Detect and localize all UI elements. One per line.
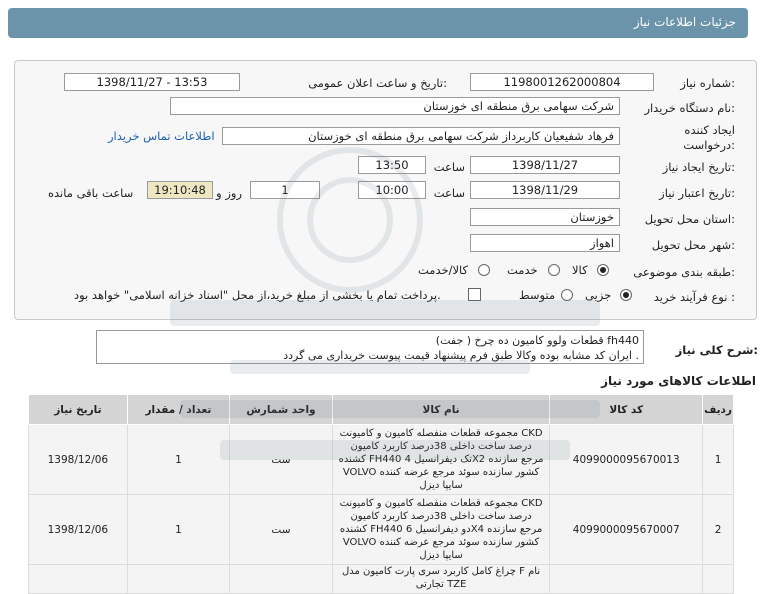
cell-row-index: 1: [703, 425, 734, 495]
buyer-org-label: نام دستگاه خریدار:: [644, 101, 735, 115]
items-section-title: اطلاعات کالاهای مورد نیاز: [601, 374, 756, 388]
description-line-1: قطعات ولوو کامیون ده چرخ ( جفت) fh440: [435, 334, 639, 347]
valid-date-label: تاریخ اعتبار نیاز:: [659, 186, 735, 200]
cell-unit: ست: [230, 425, 333, 495]
created-time-label: ساعت: [433, 160, 465, 174]
announce-date-field: 1398/11/27 - 13:53: [64, 73, 240, 91]
need-number-field: 1198001262000804: [470, 73, 654, 91]
cell-quantity: [127, 565, 229, 594]
announce-date-label: تاریخ و ساعت اعلان عمومی:: [308, 76, 447, 90]
description-label: شرح کلی نیاز:: [675, 343, 758, 357]
category-radio-goods-service[interactable]: [478, 264, 490, 276]
table-row[interactable]: [29, 425, 734, 495]
created-date-field: 1398/11/27: [470, 156, 620, 174]
city-label: شهر محل تحویل:: [651, 238, 735, 252]
col-need-date: تاریخ نیاز: [29, 395, 128, 425]
days-and-label: روز و: [216, 186, 242, 200]
cell-need-date: [29, 565, 128, 594]
process-option-medium: متوسط: [519, 288, 556, 302]
table-row[interactable]: [29, 495, 734, 565]
cell-item-name: چراغ کامل کاربرد سری پارت کامیون مدل F نام تجارتی TZE: [332, 565, 550, 594]
buyer-org-field: شرکت سهامی برق منطقه ای خوزستان: [170, 97, 620, 115]
cell-item-code: 4099000095670007: [550, 495, 703, 565]
description-box: [96, 330, 644, 364]
cell-item-code: 4099000095670013: [550, 425, 703, 495]
description-line-2: ایران کد مشابه بوده وکالا طبق فرم پیشنهاد قیمت پیوست خریداری می گردد .: [283, 349, 639, 362]
province-field: خوزستان: [470, 208, 620, 226]
need-number-label: شماره نیاز:: [680, 76, 735, 90]
category-option-service: خدمت: [507, 263, 538, 277]
category-radio-goods[interactable]: [597, 264, 609, 276]
city-field: اهواز: [470, 234, 620, 252]
page-header-bar: [8, 8, 748, 38]
category-radio-service[interactable]: [548, 264, 560, 276]
cell-unit: ست: [230, 495, 333, 565]
process-option-partial: جزیی: [585, 288, 612, 302]
cell-row-index: 2: [703, 495, 734, 565]
created-time-field: 13:50: [358, 156, 426, 174]
category-option-goods-service: کالا/خدمت: [418, 263, 469, 277]
process-label: نوع فرآیند خرید :: [653, 290, 735, 304]
remaining-days-field: 1: [250, 181, 320, 199]
category-label: طبقه بندی موضوعی:: [633, 265, 735, 279]
col-item-code: کد کالا: [550, 395, 703, 425]
cell-item-code: [550, 565, 703, 594]
cell-item-name: مجموعه قطعات منفصله کامیون و کامیونت CKD درصد ساخت داخلی 38درصد کاربرد کامیون کشنده FH440 دو دیفرانسیل 6X4 مرجع سازنده VOLVO کشور سازنده سوئد مرجع عرضه کننده سایپا دیزل: [332, 495, 550, 565]
treasury-note: پرداخت تمام یا بخشی از مبلغ خرید،از محل "اسناد خزانه اسلامی" خواهد بود.: [74, 288, 441, 302]
creator-field: فرهاد شفیعیان کاربرداز شرکت سهامی برق منطقه ای خوزستان: [222, 127, 620, 145]
creator-label-line2: درخواست:: [683, 138, 735, 152]
cell-quantity: 1: [127, 495, 229, 565]
process-radio-medium[interactable]: [561, 289, 573, 301]
province-label: استان محل تحویل:: [644, 212, 735, 226]
cell-quantity: 1: [127, 425, 229, 495]
items-table: [28, 394, 734, 594]
cell-need-date: 1398/12/06: [29, 495, 128, 565]
col-row-index: ردیف: [703, 395, 734, 425]
buyer-contact-link[interactable]: اطلاعات تماس خریدار: [108, 129, 215, 143]
col-quantity: تعداد / مقدار: [127, 395, 229, 425]
cell-item-name: مجموعه قطعات منفصله کامیون و کامیونت CKD درصد ساخت داخلی 38درصد کاربرد کامیون کشنده FH440 تک دیفرانسیل 4X2 مرجع سازنده VOLVO کشور سازنده سوئد مرجع عرضه کننده سایپا دیزل: [332, 425, 550, 495]
creator-label-line1: ایجاد کننده: [684, 123, 735, 137]
table-row[interactable]: [29, 565, 734, 594]
col-unit: واحد شمارش: [230, 395, 333, 425]
category-option-goods: کالا: [572, 263, 588, 277]
created-date-label: تاریخ ایجاد نیاز:: [662, 160, 735, 174]
process-radio-partial[interactable]: [620, 289, 632, 301]
cell-unit: [230, 565, 333, 594]
cell-need-date: 1398/12/06: [29, 425, 128, 495]
remaining-time-field: 19:10:48: [147, 181, 213, 199]
col-item-name: نام کالا: [332, 395, 550, 425]
valid-time-label: ساعت: [433, 186, 465, 200]
page-title: جزئیات اطلاعات نیاز: [633, 15, 736, 29]
remaining-time-label: ساعت باقی مانده: [48, 186, 134, 200]
cell-row-index: [703, 565, 734, 594]
items-table-header: [29, 395, 734, 425]
valid-time-field: 10:00: [358, 181, 426, 199]
valid-date-field: 1398/11/29: [470, 181, 620, 199]
treasury-checkbox[interactable]: [468, 288, 481, 301]
